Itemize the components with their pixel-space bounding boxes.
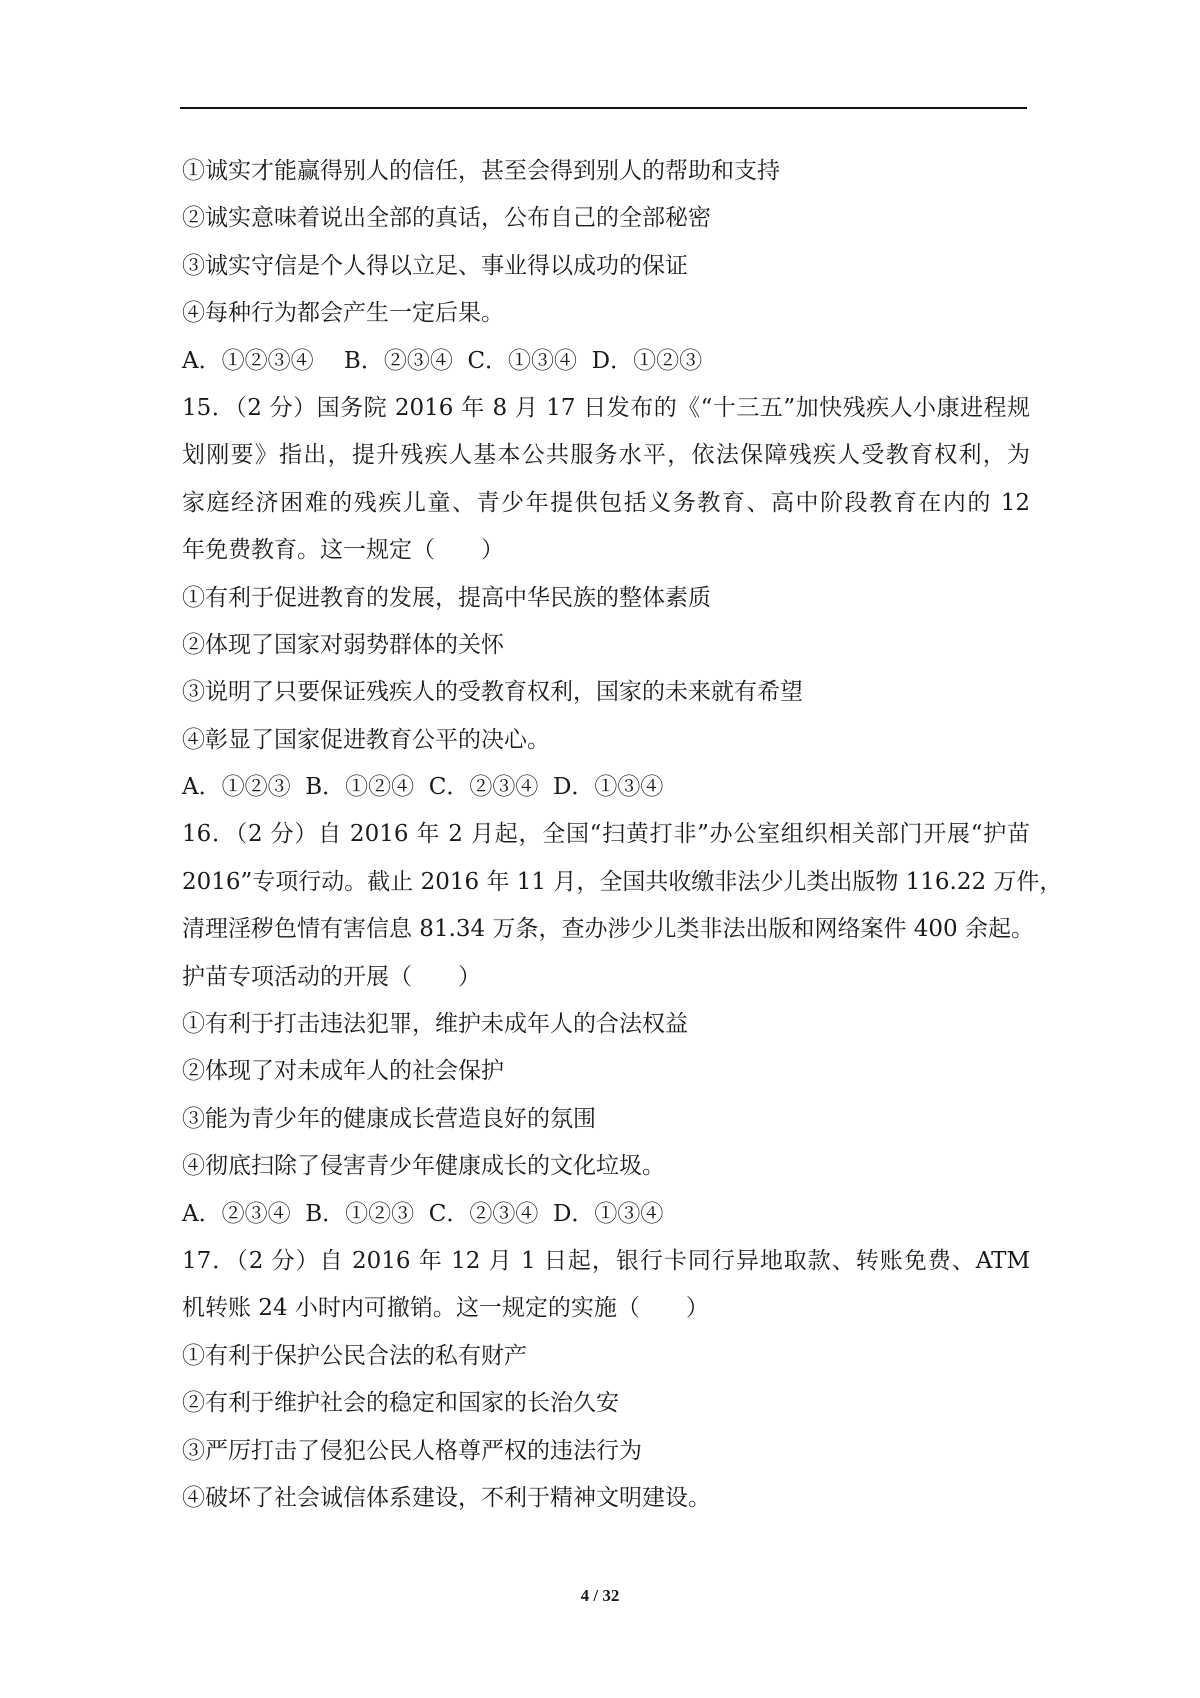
q16-statement-3: ③能为青少年的健康成长营造良好的氛围 bbox=[182, 1105, 596, 1132]
q15-statement-2: ②体现了国家对弱势群体的关怀 bbox=[182, 631, 504, 658]
header-rule bbox=[180, 107, 1027, 109]
q14-statement-4: ④每种行为都会产生一定后果。 bbox=[182, 300, 504, 327]
q15-stem-line-3: 家庭经济困难的残疾儿童、青少年提供包括义务教育、高中阶段教育在内的 12 bbox=[182, 489, 1030, 516]
q17-statement-2: ②有利于维护社会的稳定和国家的长治久安 bbox=[182, 1390, 619, 1417]
q14-statement-1: ①诚实才能赢得别人的信任，甚至会得到别人的帮助和支持 bbox=[182, 158, 780, 184]
q15-stem-line-2: 划刚要》指出，提升残疾人基本公共服务水平，依法保障残疾人受教育权利，为 bbox=[182, 442, 1030, 469]
q14-options: A．①②③④ B．②③④ C．①③④ D．①②③ bbox=[182, 347, 703, 374]
q17-stem-line-2: 机转账 24 小时内可撤销。这一规定的实施（ ） bbox=[182, 1295, 709, 1322]
q15-statement-3: ③说明了只要保证残疾人的受教育权利，国家的未来就有希望 bbox=[182, 679, 803, 706]
q17-statement-3: ③严厉打击了侵犯公民人格尊严权的违法行为 bbox=[182, 1437, 642, 1464]
q16-stem-line-3: 清理淫秽色情有害信息 81.34 万条，查办涉少儿类非法出版和网络案件 400 余起。 bbox=[182, 916, 1034, 943]
q15-statement-4: ④彰显了国家促进教育公平的决心。 bbox=[182, 726, 550, 753]
q16-stem-line-1: 16．（2 分）自 2016 年 2 月起，全国“扫黄打非”办公室组织相关部门开展“护苗 bbox=[182, 821, 1030, 848]
q15-statement-1: ①有利于促进教育的发展，提高中华民族的整体素质 bbox=[182, 584, 711, 611]
q15-stem-line-4: 年免费教育。这一规定（ ） bbox=[182, 537, 504, 564]
q17-stem-line-1: 17．（2 分）自 2016 年 12 月 1 日起，银行卡同行异地取款、转账免费、ATM bbox=[182, 1247, 1030, 1274]
q15-options: A．①②③ B．①②④ C．②③④ D．①③④ bbox=[182, 774, 664, 801]
q16-statement-1: ①有利于打击违法犯罪，维护未成年人的合法权益 bbox=[182, 1011, 688, 1038]
q16-statement-4: ④彻底扫除了侵害青少年健康成长的文化垃圾。 bbox=[182, 1153, 665, 1180]
q16-stem-line-4: 护苗专项活动的开展（ ） bbox=[182, 963, 481, 990]
q14-statement-2: ②诚实意味着说出全部的真话，公布自己的全部秘密 bbox=[182, 205, 711, 232]
q17-statement-4: ④破坏了社会诚信体系建设，不利于精神文明建设。 bbox=[182, 1484, 711, 1511]
q16-stem-line-2: 2016”专项行动。截止 2016 年 11 月，全国共收缴非法少儿类出版物 116.22 万件， bbox=[182, 868, 1063, 895]
page-number: 4 / 32 bbox=[580, 1586, 620, 1605]
q14-statement-3: ③诚实守信是个人得以立足、事业得以成功的保证 bbox=[182, 252, 688, 279]
q16-statement-2: ②体现了对未成年人的社会保护 bbox=[182, 1058, 504, 1085]
page-content bbox=[182, 148, 1063, 1522]
q16-options: A．②③④ B．①②③ C．②③④ D．①③④ bbox=[182, 1200, 664, 1227]
q15-stem-line-1: 15．（2 分）国务院 2016 年 8 月 17 日发布的《“十三五”加快残疾人小康进程规 bbox=[182, 394, 1030, 421]
q17-statement-1: ①有利于保护公民合法的私有财产 bbox=[182, 1342, 527, 1369]
